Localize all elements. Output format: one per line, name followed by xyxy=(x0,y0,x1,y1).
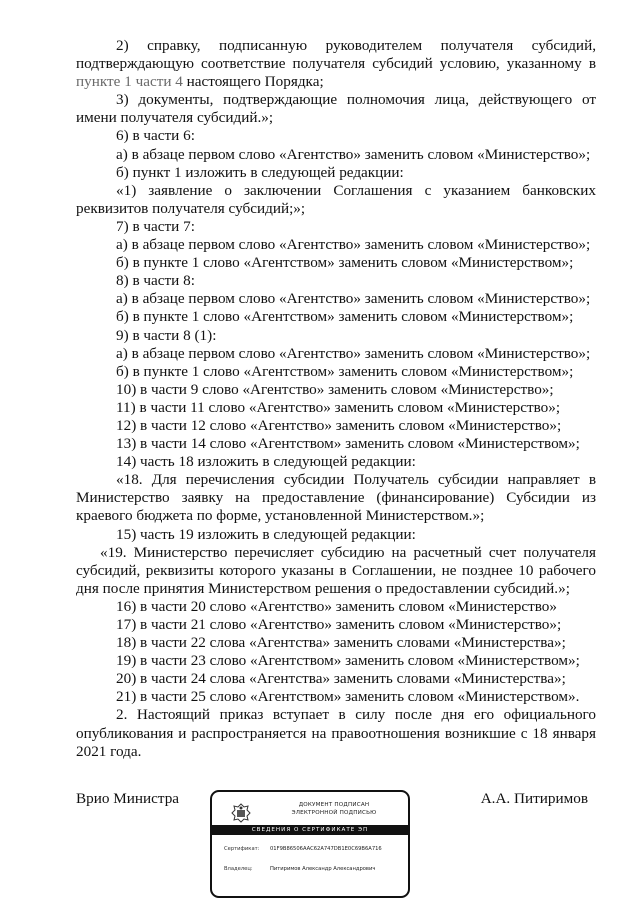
paragraph: 10) в части 9 слово «Агентство» заменить словом «Министерство»; xyxy=(116,380,554,398)
paragraph: б) в пункте 1 слово «Агентством» заменить словом «Министерством»; xyxy=(116,254,574,272)
paragraph: а) в абзаце первом слово «Агентство» заменить словом «Министерство»; xyxy=(116,344,591,362)
paragraph: 15) часть 19 изложить в следующей редакции: xyxy=(116,525,416,543)
paragraph: 11) в части 11 слово «Агентство» заменить словом «Министерство»; xyxy=(116,398,561,416)
paragraph: 18) в части 22 слова «Агентства» заменить словами «Министерства»; xyxy=(116,634,566,652)
paragraph xyxy=(76,37,596,91)
paragraph: 19) в части 23 слово «Агентством» заменить словом «Министерством»; xyxy=(116,652,580,670)
paragraph: б) в пункте 1 слово «Агентством» заменить словом «Министерством»; xyxy=(116,308,574,326)
paragraph: 20) в части 24 слова «Агентства» заменить словами «Министерства»; xyxy=(116,670,566,688)
paragraph: 8) в части 8: xyxy=(116,272,195,290)
stamp-title-line: ЭЛЕКТРОННОЙ ПОДПИСЬЮ xyxy=(291,810,377,816)
paragraph: 6) в части 6: xyxy=(116,127,195,145)
signatory-position: Врио Министра xyxy=(76,790,180,807)
paragraph-text: 2) справку, подписанную руководителем получателя субсидий, подтверждающую соответствие получателя субсидий условию, указанному в xyxy=(76,37,596,73)
paragraph: «1) заявление о заключении Соглашения с указанием банковских реквизитов получателя субсидий;»; xyxy=(76,181,596,217)
paragraph: 21) в части 25 слово «Агентством» заменить словом «Министерством». xyxy=(116,688,580,706)
stamp-owner-row xyxy=(224,866,375,873)
paragraph: б) пункт 1 изложить в следующей редакции: xyxy=(116,163,404,181)
paragraph: «18. Для перечисления субсидии Получатель субсидии направляет в Министерство заявку на предоставление (финансирование) Субсидии из краевого бюджета по форме, установленной Министерством.»; xyxy=(76,471,596,525)
paragraph: 14) часть 18 изложить в следующей редакции: xyxy=(116,453,416,471)
document-body xyxy=(76,37,596,761)
stamp-title xyxy=(264,801,404,817)
signatory-name: А.А. Питиримов xyxy=(480,790,588,807)
paragraph: а) в абзаце первом слово «Агентство» заменить словом «Министерство»; xyxy=(116,236,591,254)
stamp-label: Владелец: xyxy=(224,866,253,872)
paragraph: 13) в части 14 слово «Агентством» заменить словом «Министерством»; xyxy=(116,435,580,453)
paragraph: 12) в части 12 слово «Агентство» заменить словом «Министерство»; xyxy=(116,416,562,434)
paragraph: 3) документы, подтверждающие полномочия лица, действующего от имени получателя субсидий.»; xyxy=(76,91,596,127)
paragraph: а) в абзаце первом слово «Агентство» заменить словом «Министерство»; xyxy=(116,145,591,163)
paragraph: 7) в части 7: xyxy=(116,217,195,235)
stamp-value: 01F9B86506AAC62A747DB1E0C69B6A716 xyxy=(270,846,382,852)
stamp-title-line: ДОКУМЕНТ ПОДПИСАН xyxy=(298,802,370,808)
paragraph: 17) в части 21 слово «Агентство» заменить словом «Министерство»; xyxy=(116,616,562,633)
paragraph: «19. Министерство перечисляет субсидию на расчетный счет получателя субсидий, реквизиты которого указаны в Соглашении, не позднее 10 рабочего дня после принятия Министерством решения о предоставлении субсидий.»; xyxy=(76,543,596,597)
stamp-header-bar: СВЕДЕНИЯ О СЕРТИФИКАТЕ ЭП xyxy=(210,825,410,835)
electronic-signature-stamp xyxy=(210,790,410,898)
paragraph: а) в абзаце первом слово «Агентство» заменить словом «Министерство»; xyxy=(116,290,591,308)
stamp-certificate-row xyxy=(224,846,382,853)
paragraph: б) в пункте 1 слово «Агентством» заменить словом «Министерством»; xyxy=(116,362,574,380)
paragraph: 16) в части 20 слово «Агентство» заменить словом «Министерство» xyxy=(116,597,557,615)
paragraph-text: настоящего Порядка; xyxy=(182,73,324,91)
reference-link[interactable]: пункте 1 части 4 xyxy=(76,73,183,91)
paragraph: 9) в части 8 (1): xyxy=(116,326,217,344)
stamp-value: Питиримов Александр Александрович xyxy=(270,866,376,872)
paragraph: 2. Настоящий приказ вступает в силу после дня его официального опубликования и распространяется на правоотношения возникшие с 18 января 2021 года. xyxy=(76,706,596,760)
coat-of-arms-icon xyxy=(230,802,252,824)
stamp-label: Сертификат: xyxy=(224,846,260,852)
